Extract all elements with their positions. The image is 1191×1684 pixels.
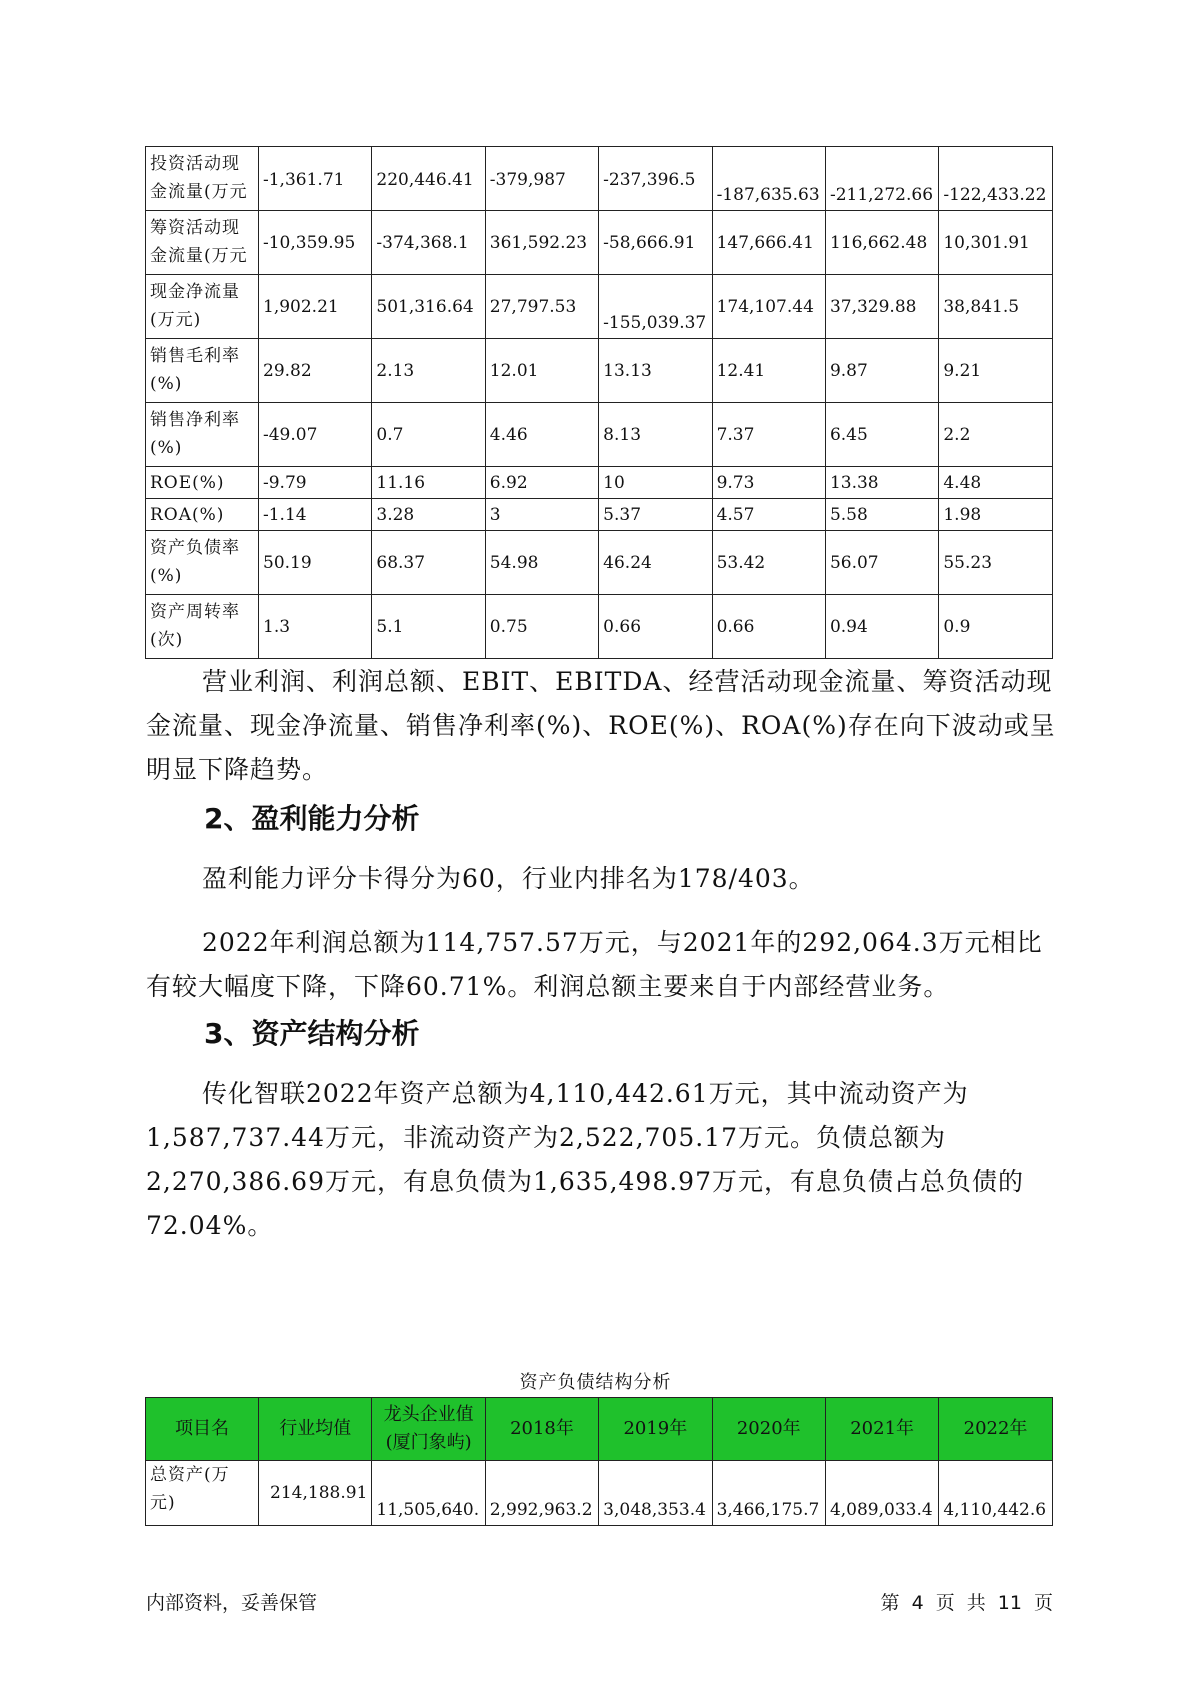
cell-value: -9.79 <box>259 467 372 499</box>
table-header-row <box>146 1398 1053 1461</box>
cell-value: 3 <box>485 499 598 531</box>
cell-value: 10 <box>599 467 712 499</box>
cell-value: 27,797.53 <box>485 275 598 339</box>
cell-value: 55.23 <box>939 531 1052 595</box>
cell-value: 11.16 <box>372 467 485 499</box>
cell-value: 5.37 <box>599 499 712 531</box>
profitability-score-paragraph: 盈利能力评分卡得分为60，行业内排名为178/403。 <box>202 864 815 893</box>
cell-value: 220,446.41 <box>372 147 485 211</box>
cell-value: 6.92 <box>485 467 598 499</box>
table-row <box>146 339 1053 403</box>
row-label: 筹资活动现金流量(万元 <box>146 211 259 275</box>
cell-value: 1,902.21 <box>259 275 372 339</box>
cell-value: 361,592.23 <box>485 211 598 275</box>
cell-value: 9.21 <box>939 339 1052 403</box>
header-item-name: 项目名 <box>146 1398 259 1461</box>
cell-value: 6.45 <box>825 403 938 467</box>
cell-value: 4.48 <box>939 467 1052 499</box>
cell-value: 12.01 <box>485 339 598 403</box>
cell-value: -374,368.1 <box>372 211 485 275</box>
balance-sheet-table-caption: 资产负债结构分析 <box>519 1372 672 1393</box>
cell-value: -1.14 <box>259 499 372 531</box>
row-label: ROA(%) <box>146 499 259 531</box>
cell-value: 214,188.91 <box>259 1461 372 1526</box>
cell-value: 7.37 <box>712 403 825 467</box>
header-industry-average: 行业均值 <box>259 1398 372 1461</box>
table-row <box>146 531 1053 595</box>
header-year-2022: 2022年 <box>939 1398 1052 1461</box>
cell-value: 3,466,175.7 <box>712 1461 825 1526</box>
row-label: 资产周转率(次) <box>146 595 259 659</box>
cell-value: 4,110,442.6 <box>939 1461 1052 1526</box>
cell-value: 1.3 <box>259 595 372 659</box>
row-label: 投资活动现金流量(万元 <box>146 147 259 211</box>
cell-value: 38,841.5 <box>939 275 1052 339</box>
cell-value: 2.13 <box>372 339 485 403</box>
header-year-2018: 2018年 <box>485 1398 598 1461</box>
cell-value: 12.41 <box>712 339 825 403</box>
cell-value: 56.07 <box>825 531 938 595</box>
row-label: 销售净利率(%) <box>146 403 259 467</box>
cell-value: -122,433.22 <box>939 147 1052 211</box>
cell-value: 11,505,640. <box>372 1461 485 1526</box>
cell-value: -10,359.95 <box>259 211 372 275</box>
cell-value: 46.24 <box>599 531 712 595</box>
cell-value: 9.73 <box>712 467 825 499</box>
cell-value: 8.13 <box>599 403 712 467</box>
cell-value: 0.7 <box>372 403 485 467</box>
cell-value: 116,662.48 <box>825 211 938 275</box>
cell-value: -1,361.71 <box>259 147 372 211</box>
cell-value: -49.07 <box>259 403 372 467</box>
cell-value: 0.75 <box>485 595 598 659</box>
cell-value: 3.28 <box>372 499 485 531</box>
table-row <box>146 467 1053 499</box>
cell-value: 5.1 <box>372 595 485 659</box>
cell-value: 4,089,033.4 <box>825 1461 938 1526</box>
financial-indicators-body <box>146 147 1053 659</box>
cell-value: 50.19 <box>259 531 372 595</box>
cell-value: 0.94 <box>825 595 938 659</box>
cell-value: 0.9 <box>939 595 1052 659</box>
asset-structure-paragraph: 传化智联2022年资产总额为4,110,442.61万元，其中流动资产为1,587,737.44万元，非流动资产为2,522,705.17万元。负债总额为2,270,386.69万元，有息负债为1,635,498.97万元，有息负债占总负债的72.04%。 <box>146 1079 1024 1240</box>
cell-value: 53.42 <box>712 531 825 595</box>
cell-value: 0.66 <box>599 595 712 659</box>
cell-value: 37,329.88 <box>825 275 938 339</box>
cell-value: 4.46 <box>485 403 598 467</box>
cell-value: 4.57 <box>712 499 825 531</box>
section-heading-asset-structure: 3、资产结构分析 <box>204 1017 420 1050</box>
cell-value: -379,987 <box>485 147 598 211</box>
table-row <box>146 211 1053 275</box>
cell-value: 5.58 <box>825 499 938 531</box>
cell-value: 3,048,353.4 <box>599 1461 712 1526</box>
footer-page-number: 第 4 页 共 11 页 <box>880 1592 1053 1614</box>
table-row <box>146 275 1053 339</box>
summary-paragraph: 营业利润、利润总额、EBIT、EBITDA、经营活动现金流量、筹资活动现金流量、现金净流量、销售净利率(%)、ROE(%)、ROA(%)存在向下波动或呈明显下降趋势。 <box>146 667 1056 784</box>
cell-value: -187,635.63 <box>712 147 825 211</box>
footer-confidential-note: 内部资料，妥善保管 <box>146 1592 318 1614</box>
cell-value: 13.38 <box>825 467 938 499</box>
cell-value: 9.87 <box>825 339 938 403</box>
row-label: 现金净流量(万元) <box>146 275 259 339</box>
table-row <box>146 595 1053 659</box>
cell-value: -155,039.37 <box>599 275 712 339</box>
cell-value: 147,666.41 <box>712 211 825 275</box>
cell-value: -237,396.5 <box>599 147 712 211</box>
section-heading-profitability: 2、盈利能力分析 <box>204 802 420 835</box>
table-row <box>146 499 1053 531</box>
cell-value: 2.2 <box>939 403 1052 467</box>
cell-value: 68.37 <box>372 531 485 595</box>
cell-value: 29.82 <box>259 339 372 403</box>
cell-value: 13.13 <box>599 339 712 403</box>
header-leader-value: 龙头企业值(厦门象屿) <box>372 1398 485 1461</box>
cell-value: 0.66 <box>712 595 825 659</box>
header-year-2020: 2020年 <box>712 1398 825 1461</box>
row-label: 总资产(万元) <box>146 1461 259 1526</box>
cell-value: 10,301.91 <box>939 211 1052 275</box>
table-row <box>146 1461 1053 1526</box>
financial-indicators-table <box>145 146 1053 659</box>
profit-total-paragraph: 2022年利润总额为114,757.57万元，与2021年的292,064.3万元相比有较大幅度下降，下降60.71%。利润总额主要来自于内部经营业务。 <box>146 928 1043 1001</box>
cell-value: 1.98 <box>939 499 1052 531</box>
row-label: 资产负债率(%) <box>146 531 259 595</box>
header-year-2021: 2021年 <box>825 1398 938 1461</box>
table-row <box>146 147 1053 211</box>
cell-value: -211,272.66 <box>825 147 938 211</box>
row-label: ROE(%) <box>146 467 259 499</box>
balance-sheet-structure-table <box>145 1397 1053 1526</box>
cell-value: 174,107.44 <box>712 275 825 339</box>
cell-value: 54.98 <box>485 531 598 595</box>
header-year-2019: 2019年 <box>599 1398 712 1461</box>
cell-value: -58,666.91 <box>599 211 712 275</box>
cell-value: 501,316.64 <box>372 275 485 339</box>
cell-value: 2,992,963.2 <box>485 1461 598 1526</box>
row-label: 销售毛利率(%) <box>146 339 259 403</box>
table-row <box>146 403 1053 467</box>
